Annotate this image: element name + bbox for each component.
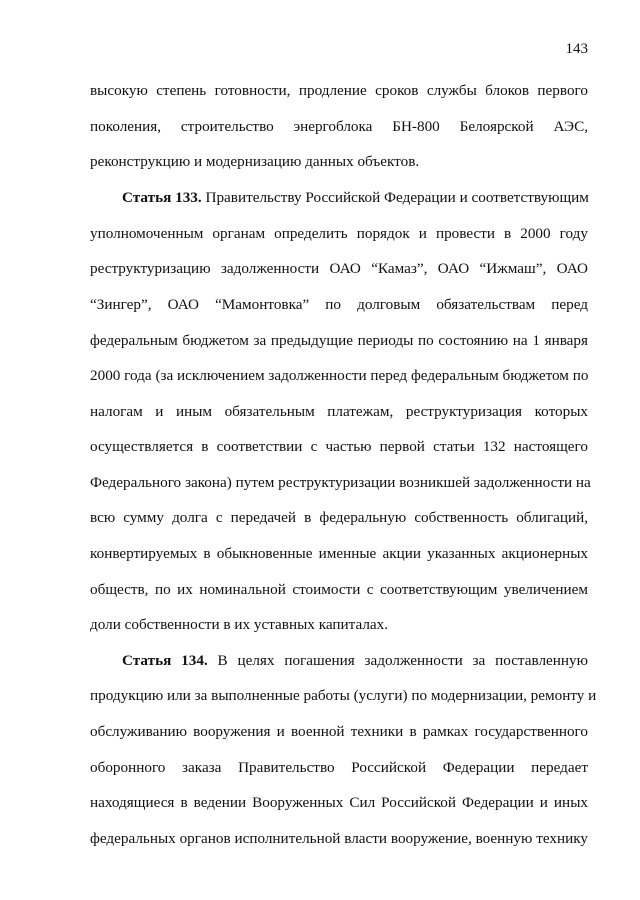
text-line: обслуживанию вооружения и военной техники в рамках государственного <box>90 723 588 740</box>
text-line: федеральным бюджетом за предыдущие периоды по состоянию на 1 января <box>90 332 588 349</box>
text-line: оборонного заказа Правительство Российской Федерации передает <box>90 759 588 776</box>
page-number: 143 <box>565 41 588 57</box>
article-134-first-line-text: В целях погашения задолженности за поставленную <box>207 652 588 669</box>
article-134-first-line <box>122 652 588 670</box>
article-133-heading: Статья 133. <box>122 189 202 206</box>
text-line: всю сумму долга с передачей в федеральную собственность облигаций, <box>90 509 588 526</box>
text-line: находящиеся в ведении Вооруженных Сил Российской Федерации и иных <box>90 794 588 811</box>
text-line: обществ, по их номинальной стоимости с соответствующим увеличением <box>90 581 588 598</box>
text-line: налогам и иным обязательным платежам, реструктуризация которых <box>90 403 588 420</box>
text-line: поколения, строительство энергоблока БН-800 Белоярской АЭС, <box>90 118 588 135</box>
article-133-first-line <box>122 189 588 207</box>
article-134-heading: Статья 134. <box>122 652 208 669</box>
text-line: федеральных органов исполнительной власти вооружение, военную технику <box>90 830 588 847</box>
article-133-first-line-text: Правительству Российской Федерации и соответствующим <box>201 189 589 206</box>
text-line: уполномоченным органам определить порядок и провести в 2000 году <box>90 225 588 242</box>
text-line: высокую степень готовности, продление сроков службы блоков первого <box>90 82 588 99</box>
text-line: доли собственности в их уставных капиталах. <box>90 616 389 633</box>
text-line: 2000 года (за исключением задолженности перед федеральным бюджетом по <box>90 367 589 384</box>
text-line: продукцию или за выполненные работы (услуги) по модернизации, ремонту и <box>90 687 597 704</box>
text-line: конвертируемых в обыкновенные именные акции указанных акционерных <box>90 545 588 562</box>
text-line: реконструкцию и модернизацию данных объектов. <box>90 153 420 170</box>
text-line: Федерального закона) путем реструктуризации возникшей задолженности на <box>90 474 591 491</box>
text-line: реструктуризацию задолженности ОАО “Камаз”, ОАО “Ижмаш”, ОАО <box>90 260 588 277</box>
text-line: “Зингер”, ОАО “Мамонтовка” по долговым обязательствам перед <box>90 296 588 313</box>
text-line: осуществляется в соответствии с частью первой статьи 132 настоящего <box>90 438 588 455</box>
